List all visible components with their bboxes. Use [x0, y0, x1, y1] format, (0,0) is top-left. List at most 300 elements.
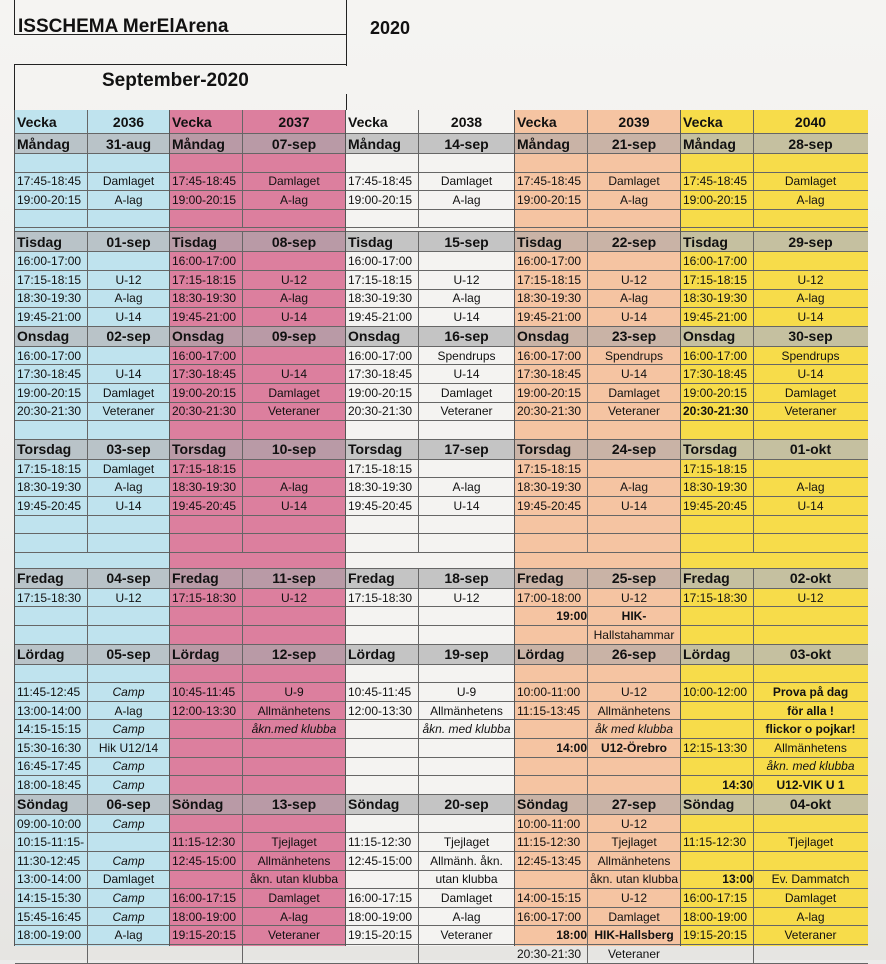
- schedule-row: [170, 626, 346, 645]
- cell-divider: [87, 384, 88, 402]
- cell-divider: [753, 460, 754, 478]
- time-cell: [172, 607, 242, 625]
- schedule-row: [346, 365, 515, 384]
- schedule-title: ISSCHEMA MerElArena: [18, 16, 229, 37]
- time-cell: Vecka: [172, 113, 212, 130]
- cell-divider: [87, 516, 88, 534]
- cell-divider: [242, 460, 243, 478]
- activity-cell: A-lag: [796, 291, 825, 306]
- cell-divider: [753, 403, 754, 421]
- cell-divider: [87, 252, 88, 270]
- day-header-row: [170, 232, 346, 252]
- schedule-row: [681, 833, 868, 852]
- time-cell: 17:45-18:45: [683, 174, 748, 189]
- schedule-row: [15, 739, 170, 758]
- schedule-row: [170, 852, 346, 871]
- activity-cell: [420, 210, 513, 228]
- time-cell: Måndag: [683, 135, 736, 152]
- activity-cell: Damlaget: [268, 385, 320, 400]
- activity-cell: A-lag: [796, 480, 825, 495]
- cell-divider: [587, 589, 588, 607]
- schedule-row: [346, 516, 515, 535]
- time-cell: Torsdag: [17, 441, 72, 458]
- schedule-row: [15, 347, 170, 366]
- cell-divider: [242, 758, 243, 776]
- time-cell: 20:30-21:30: [17, 404, 82, 419]
- time-cell: 19:45-21:00: [348, 309, 413, 324]
- cell-divider: [242, 252, 243, 270]
- cell-divider: [87, 232, 88, 251]
- time-cell: Tisdag: [348, 233, 393, 250]
- schedule-row: [15, 154, 170, 173]
- cell-divider: [587, 926, 588, 944]
- schedule-row: [681, 154, 868, 173]
- time-cell: 16:00-17:00: [172, 348, 237, 363]
- schedule-row: [15, 815, 170, 834]
- time-cell: [348, 815, 418, 833]
- time-cell: [17, 534, 87, 552]
- week-header: [346, 110, 515, 134]
- activity-cell: [244, 945, 344, 963]
- time-cell: 14:15-15:30: [17, 890, 82, 905]
- activity-cell: [244, 739, 344, 757]
- time-cell: [172, 665, 242, 683]
- time-cell: 19:15-20:15: [683, 928, 748, 943]
- schedule-row: [681, 478, 868, 497]
- cell-divider: [753, 327, 754, 346]
- time-cell: [683, 534, 753, 552]
- time-cell: [517, 665, 587, 683]
- cell-divider: [587, 460, 588, 478]
- schedule-row: [515, 926, 681, 945]
- cell-divider: [87, 534, 88, 552]
- activity-cell: A-lag: [279, 291, 308, 306]
- activity-cell: [589, 776, 679, 794]
- time-cell: Måndag: [17, 135, 70, 152]
- time-cell: 16:00-17:00: [517, 254, 582, 269]
- time-cell: 16:00-17:15: [172, 890, 237, 905]
- schedule-row: [515, 478, 681, 497]
- cell-divider: [418, 626, 419, 644]
- schedule-row: [346, 154, 515, 173]
- schedule-row: [346, 403, 515, 422]
- time-cell: [348, 776, 418, 794]
- time-cell: Måndag: [348, 135, 401, 152]
- time-cell: 16:00-17:00: [348, 348, 413, 363]
- activity-cell: [89, 665, 168, 683]
- border-line: [14, 64, 346, 65]
- cell-divider: [753, 720, 754, 738]
- time-cell: Fredag: [517, 570, 564, 587]
- activity-cell: [420, 516, 513, 534]
- cell-divider: [242, 134, 243, 153]
- time-cell: 20:30-21:30: [683, 404, 749, 419]
- time-cell: 14:00-15:15: [517, 890, 582, 905]
- time-cell: Måndag: [172, 135, 225, 152]
- schedule-row: [346, 607, 515, 626]
- time-cell: [348, 665, 418, 683]
- cell-divider: [242, 290, 243, 308]
- cell-divider: [87, 758, 88, 776]
- activity-cell: Veteraner: [102, 404, 155, 419]
- time-cell: 20:30-21:30: [172, 404, 237, 419]
- schedule-row: [346, 271, 515, 290]
- schedule-row: [346, 665, 515, 684]
- activity-cell: Damlaget: [268, 890, 320, 905]
- cell-divider: [587, 945, 588, 963]
- schedule-row: [170, 871, 346, 890]
- activity-cell: A-lag: [452, 192, 481, 207]
- schedule-row: [15, 908, 170, 927]
- schedule-row: [15, 833, 170, 852]
- time-cell: Fredag: [17, 570, 64, 587]
- time-cell: 18:00-18:45: [17, 777, 82, 792]
- activity-cell: U-12: [620, 590, 647, 605]
- schedule-row: [515, 908, 681, 927]
- activity-cell: 2039: [618, 113, 650, 130]
- activity-cell: 25-sep: [611, 570, 657, 587]
- schedule-row: [15, 516, 170, 535]
- day-header-row: [170, 134, 346, 154]
- cell-divider: [753, 569, 754, 588]
- cell-divider: [87, 683, 88, 701]
- activity-cell: 16-sep: [444, 328, 489, 345]
- cell-divider: [418, 308, 419, 326]
- cell-divider: [418, 833, 419, 851]
- schedule-row: [346, 173, 515, 192]
- time-cell: [17, 945, 87, 963]
- cell-divider: [87, 720, 88, 738]
- schedule-row: [346, 889, 515, 908]
- activity-cell: [420, 665, 513, 683]
- schedule-row: [681, 815, 868, 834]
- cell-divider: [753, 702, 754, 720]
- time-cell: Lördag: [17, 646, 65, 663]
- time-cell: 18:30-19:30: [348, 291, 413, 306]
- activity-cell: [589, 421, 679, 439]
- time-cell: 19:15-20:15: [172, 928, 237, 943]
- cell-divider: [587, 889, 588, 907]
- activity-cell: Veteraner: [267, 928, 321, 943]
- cell-divider: [418, 173, 419, 191]
- cell-divider: [587, 795, 588, 814]
- cell-divider: [87, 589, 88, 607]
- cell-divider: [242, 232, 243, 251]
- spacer-row: [515, 553, 681, 569]
- cell-divider: [87, 134, 88, 153]
- cell-divider: [753, 384, 754, 402]
- time-cell: 13:00-14:00: [17, 872, 82, 887]
- time-cell: 10:45-11:45: [172, 684, 236, 699]
- cell-divider: [753, 210, 754, 228]
- cell-divider: [418, 497, 419, 515]
- time-cell: [172, 758, 242, 776]
- schedule-row: [346, 833, 515, 852]
- activity-cell: Ev. Dammatch: [771, 872, 850, 887]
- cell-divider: [418, 739, 419, 757]
- schedule-row: [170, 403, 346, 422]
- activity-cell: 2038: [450, 113, 483, 130]
- activity-cell: Allmänhetens: [597, 853, 671, 868]
- cell-divider: [87, 908, 88, 926]
- activity-cell: [244, 154, 344, 172]
- time-cell: 17:15-18:15: [517, 272, 582, 287]
- activity-cell: Camp: [112, 816, 145, 831]
- schedule-row: [15, 534, 170, 553]
- time-cell: 19:00-20:15: [172, 385, 237, 400]
- time-cell: 19:15-20:15: [348, 928, 413, 943]
- activity-cell: U-14: [115, 309, 142, 324]
- activity-cell: 26-sep: [611, 646, 657, 663]
- time-cell: 17:15-18:30: [172, 590, 237, 605]
- activity-cell: 13-sep: [271, 796, 317, 813]
- activity-cell: U-14: [797, 367, 824, 382]
- activity-cell: 28-sep: [788, 135, 833, 152]
- time-cell: 10:00-12:00: [683, 684, 748, 699]
- cell-divider: [87, 308, 88, 326]
- schedule-row: [681, 589, 868, 608]
- activity-cell: Damlaget: [608, 385, 660, 400]
- cell-divider: [753, 795, 754, 814]
- activity-cell: U-12: [115, 590, 142, 605]
- schedule-row: [15, 945, 170, 964]
- cell-divider: [753, 589, 754, 607]
- schedule-row: [515, 815, 681, 834]
- time-cell: [348, 154, 418, 172]
- cell-divider: [587, 683, 588, 701]
- cell-divider: [242, 173, 243, 191]
- schedule-row: [346, 758, 515, 777]
- cell-divider: [753, 365, 754, 383]
- cell-divider: [87, 889, 88, 907]
- time-cell: Fredag: [172, 570, 219, 587]
- activity-cell: [589, 252, 679, 270]
- activity-cell: [89, 945, 168, 963]
- schedule-row: [681, 516, 868, 535]
- cell-divider: [753, 252, 754, 270]
- cell-divider: [418, 110, 419, 133]
- schedule-row: [170, 758, 346, 777]
- time-cell: 19:00-20:15: [17, 385, 82, 400]
- cell-divider: [587, 871, 588, 889]
- schedule-row: [170, 683, 346, 702]
- activity-cell: Tjejlaget: [787, 835, 834, 850]
- activity-cell: Damlaget: [102, 461, 155, 476]
- schedule-row: [681, 626, 868, 645]
- cell-divider: [587, 645, 588, 664]
- time-cell: [683, 210, 753, 228]
- time-cell: 10:15-11:15-: [17, 835, 85, 850]
- schedule-row: [681, 421, 868, 440]
- cell-divider: [87, 607, 88, 625]
- day-header-row: [346, 134, 515, 154]
- activity-cell: [589, 516, 679, 534]
- activity-cell: Tjejlaget: [271, 835, 317, 850]
- schedule-row: [170, 534, 346, 553]
- day-header-row: [15, 134, 170, 154]
- cell-divider: [87, 852, 88, 870]
- activity-cell: U-12: [453, 590, 480, 605]
- cell-divider: [242, 889, 243, 907]
- cell-divider: [418, 460, 419, 478]
- schedule-row: [515, 683, 681, 702]
- cell-divider: [242, 271, 243, 289]
- cell-divider: [242, 626, 243, 644]
- schedule-row: [515, 154, 681, 173]
- cell-divider: [753, 497, 754, 515]
- time-cell: [348, 516, 418, 534]
- schedule-row: [346, 702, 515, 721]
- cell-divider: [87, 440, 88, 459]
- time-cell: 17:45-18:45: [517, 174, 582, 189]
- schedule-row: [170, 776, 346, 795]
- activity-cell: [244, 210, 344, 228]
- time-cell: 12:00-13:30: [172, 703, 237, 718]
- activity-cell: Damlaget: [608, 909, 660, 924]
- activity-cell: Allmänhetens: [597, 703, 671, 718]
- schedule-row: [515, 460, 681, 479]
- cell-divider: [587, 154, 588, 172]
- time-cell: 19:00-20:15: [17, 192, 82, 207]
- cell-divider: [242, 569, 243, 588]
- time-cell: Onsdag: [517, 328, 570, 345]
- time-cell: 17:15-18:15: [683, 461, 748, 476]
- activity-cell: [755, 945, 866, 963]
- week-header: [681, 110, 868, 134]
- cell-divider: [753, 421, 754, 439]
- cell-divider: [587, 308, 588, 326]
- schedule-row: [515, 308, 681, 327]
- time-cell: [172, 534, 242, 552]
- schedule-row: [170, 607, 346, 626]
- time-cell: 10:00-11:00: [517, 684, 581, 699]
- cell-divider: [242, 478, 243, 496]
- activity-cell: [755, 665, 866, 683]
- cell-divider: [87, 926, 88, 944]
- time-cell: Lördag: [517, 646, 565, 663]
- time-cell: 17:30-18:45: [683, 367, 748, 382]
- cell-divider: [587, 516, 588, 534]
- time-cell: 17:15-18:15: [17, 272, 82, 287]
- time-cell: Lördag: [348, 646, 396, 663]
- cell-divider: [242, 516, 243, 534]
- schedule-row: [681, 384, 868, 403]
- day-header-row: [346, 795, 515, 815]
- time-cell: Vecka: [348, 113, 388, 130]
- schedule-row: [681, 776, 868, 795]
- time-cell: 19:00-20:15: [172, 192, 237, 207]
- activity-cell: A-lag: [114, 192, 143, 207]
- border-line: [346, 94, 347, 110]
- cell-divider: [242, 384, 243, 402]
- cell-divider: [418, 365, 419, 383]
- cell-divider: [587, 365, 588, 383]
- time-cell: [172, 516, 242, 534]
- cell-divider: [753, 665, 754, 683]
- activity-cell: A-lag: [279, 192, 308, 207]
- cell-divider: [87, 795, 88, 814]
- cell-divider: [242, 154, 243, 172]
- time-cell: [348, 626, 418, 644]
- schedule-row: [15, 589, 170, 608]
- time-cell: Tisdag: [683, 233, 728, 250]
- activity-cell: U-12: [620, 684, 647, 699]
- activity-cell: 03-okt: [789, 646, 832, 663]
- schedule-row: [15, 758, 170, 777]
- activity-cell: U12-VIK U 1: [776, 777, 845, 792]
- cell-divider: [587, 210, 588, 228]
- time-cell: 16:00-17:00: [172, 254, 237, 269]
- schedule-row: [15, 460, 170, 479]
- activity-cell: 24-sep: [611, 441, 657, 458]
- activity-cell: A-lag: [114, 703, 143, 718]
- time-cell: 19:00: [556, 609, 587, 624]
- schedule-row: [346, 776, 515, 795]
- time-cell: 11:15-12:30: [348, 835, 412, 850]
- schedule-row: [515, 589, 681, 608]
- time-cell: Onsdag: [172, 328, 225, 345]
- schedule-row: [346, 497, 515, 516]
- time-cell: 17:30-18:45: [17, 367, 82, 382]
- activity-cell: Camp: [112, 777, 145, 792]
- cell-divider: [418, 403, 419, 421]
- schedule-row: [15, 497, 170, 516]
- cell-divider: [753, 134, 754, 153]
- time-cell: Torsdag: [348, 441, 403, 458]
- schedule-row: [346, 534, 515, 553]
- schedule-row: [681, 908, 868, 927]
- cell-divider: [753, 440, 754, 459]
- schedule-row: [346, 191, 515, 210]
- cell-divider: [587, 440, 588, 459]
- schedule-row: [681, 739, 868, 758]
- time-cell: [683, 607, 753, 625]
- schedule-row: [515, 665, 681, 684]
- time-cell: Vecka: [683, 113, 723, 130]
- activity-cell: 15-sep: [444, 233, 489, 250]
- activity-cell: U-12: [453, 272, 480, 287]
- cell-divider: [418, 645, 419, 664]
- cell-divider: [418, 702, 419, 720]
- schedule-row: [15, 290, 170, 309]
- schedule-row: [15, 720, 170, 739]
- time-cell: 10:00-11:00: [517, 816, 581, 831]
- activity-cell: 05-sep: [106, 646, 151, 663]
- activity-cell: U-14: [280, 498, 307, 513]
- activity-cell: Damlaget: [102, 872, 155, 887]
- day-header-row: [681, 232, 868, 252]
- schedule-row: [515, 833, 681, 852]
- cell-divider: [753, 945, 754, 963]
- activity-cell: [420, 607, 513, 625]
- activity-cell: A-lag: [619, 480, 648, 495]
- activity-cell: 17-sep: [444, 441, 489, 458]
- time-cell: 19:45-21:00: [683, 309, 748, 324]
- time-cell: 17:15-18:30: [348, 590, 413, 605]
- day-header-row: [15, 795, 170, 815]
- cell-divider: [87, 191, 88, 209]
- activity-cell: U-12: [620, 272, 647, 287]
- time-cell: 19:45-21:00: [517, 309, 582, 324]
- activity-cell: U-12: [280, 272, 307, 287]
- time-cell: [17, 607, 87, 625]
- cell-divider: [242, 607, 243, 625]
- cell-divider: [242, 534, 243, 552]
- schedule-row: [681, 365, 868, 384]
- schedule-row: [170, 191, 346, 210]
- time-cell: 17:30-18:45: [517, 367, 582, 382]
- cell-divider: [587, 569, 588, 588]
